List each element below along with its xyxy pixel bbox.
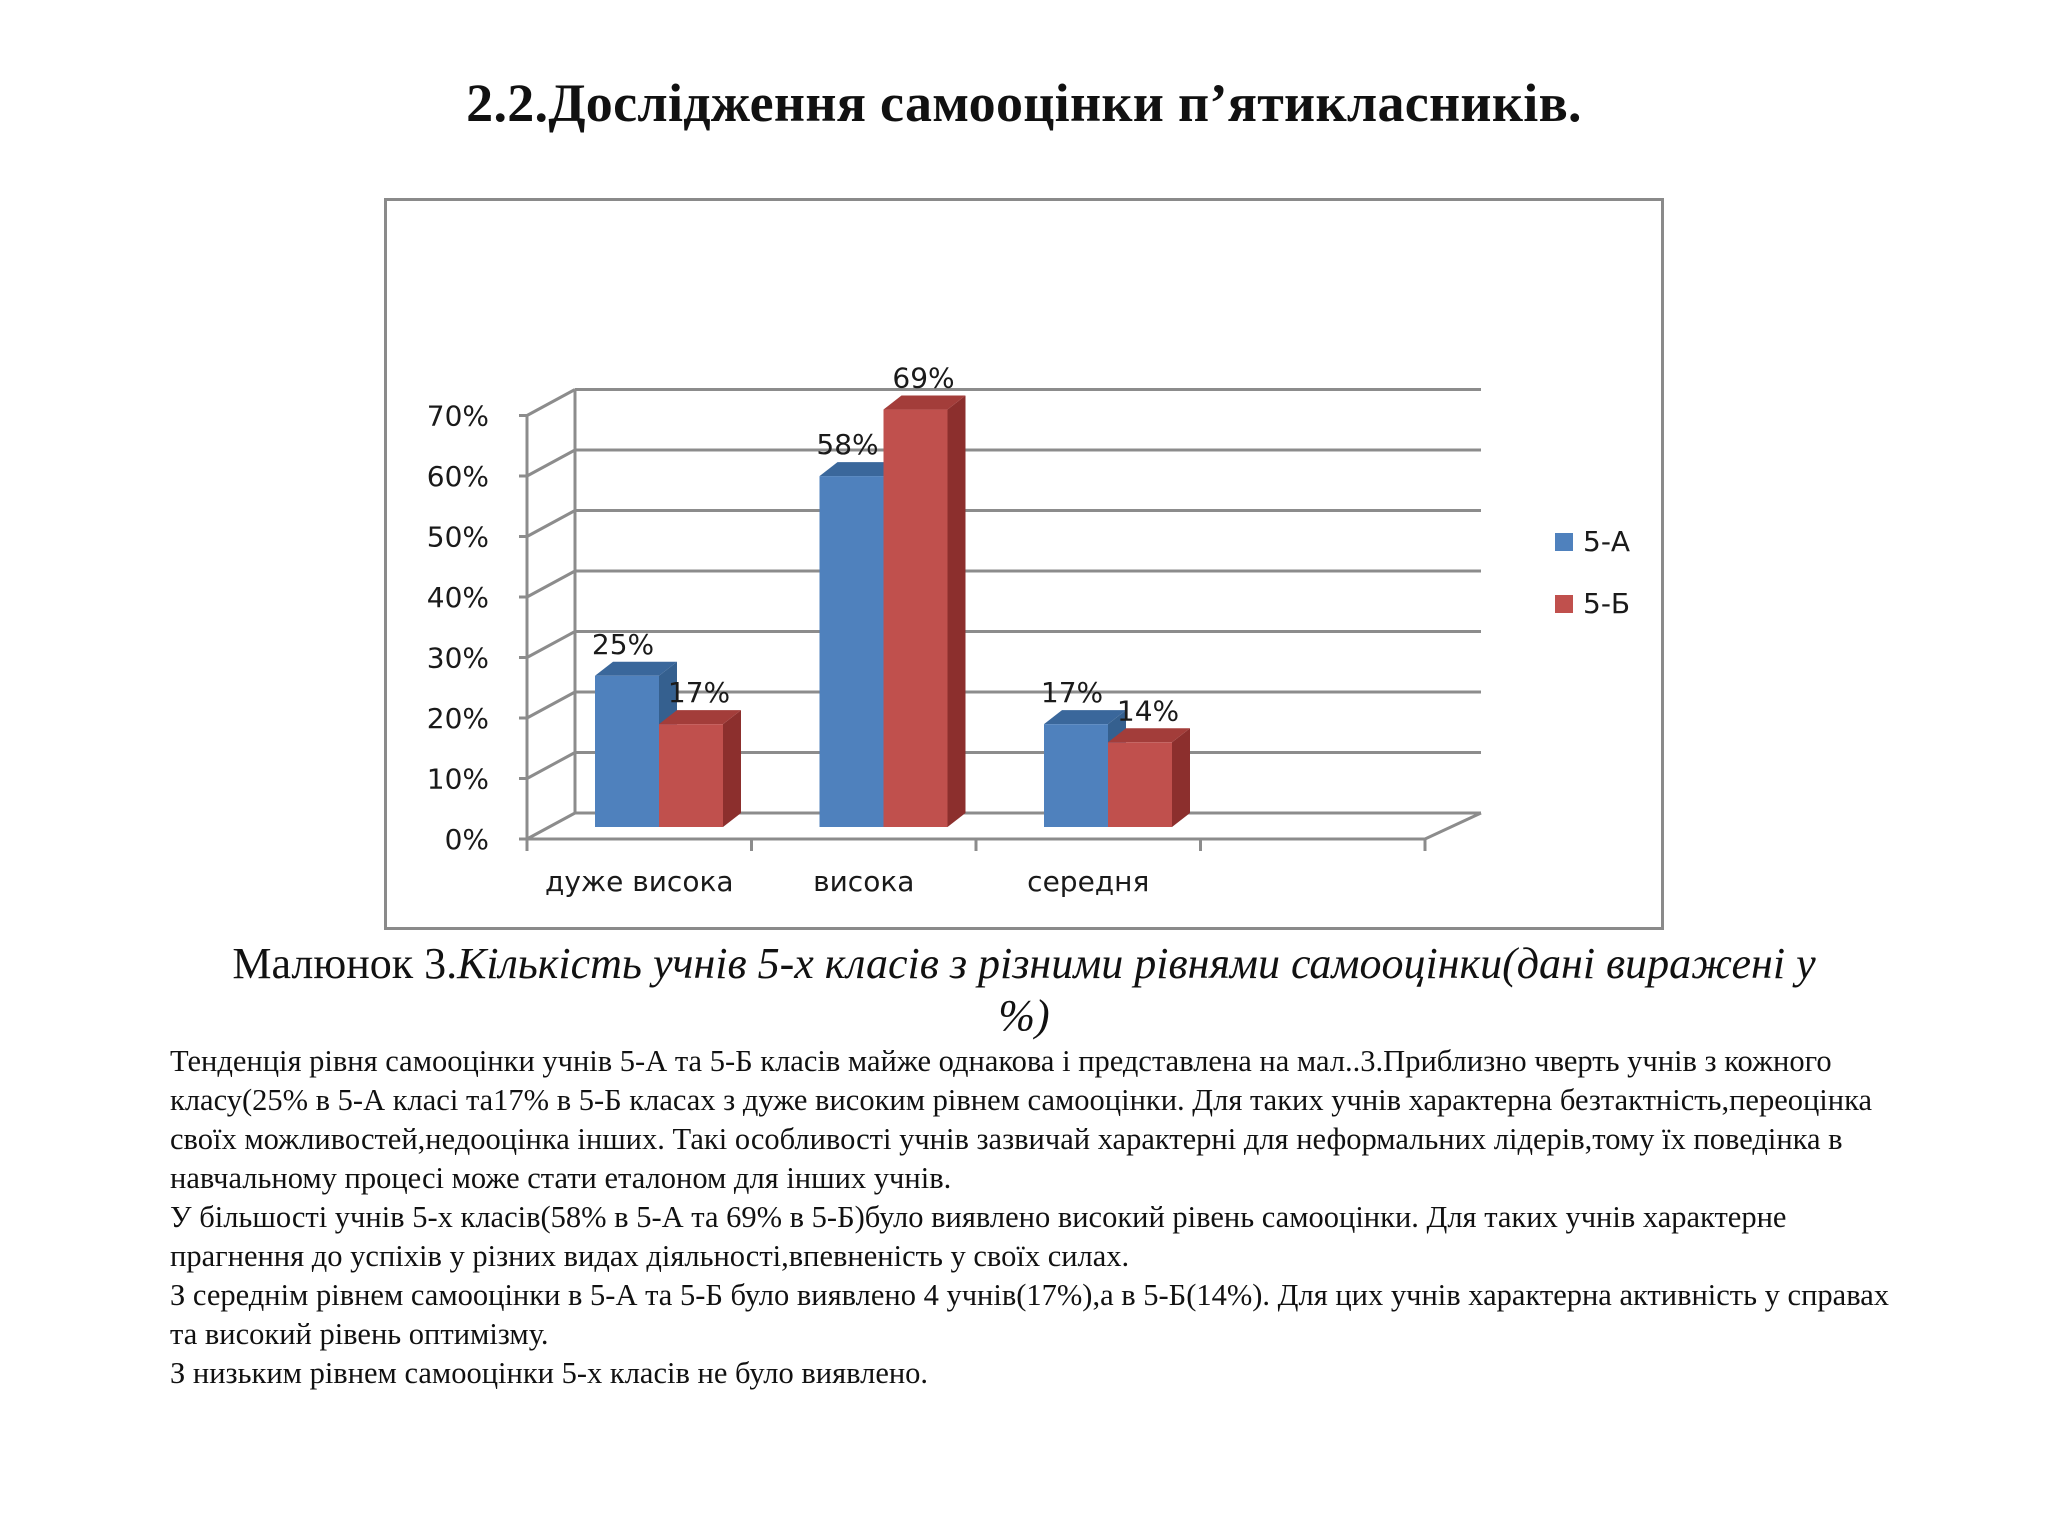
bars	[595, 396, 1190, 827]
bar	[659, 724, 723, 827]
y-tick-label: 60%	[426, 460, 489, 493]
gridline-diagonal	[527, 753, 575, 779]
bar	[1108, 742, 1172, 827]
gridline-diagonal	[527, 632, 575, 658]
y-tick-label: 70%	[426, 399, 489, 433]
bar-side	[723, 710, 741, 827]
figure-caption	[210, 938, 1838, 1042]
y-tick-label: 40%	[426, 581, 489, 614]
y-tick-label: 10%	[426, 762, 489, 796]
body-text	[170, 1042, 1910, 1393]
y-tick-label: 20%	[426, 702, 489, 735]
bar-5-Б-дуже висока	[659, 710, 741, 827]
category-label: середня	[1027, 865, 1150, 898]
gridline-diagonal	[527, 692, 575, 718]
bar	[595, 676, 659, 827]
caption-prefix: Малюнок 3.	[232, 939, 458, 988]
bar-side	[948, 396, 966, 827]
gridline-diagonal	[527, 511, 575, 537]
bar-5-Б-середня	[1108, 728, 1190, 827]
category-label: висока	[813, 865, 915, 898]
gridline-diagonal	[527, 450, 575, 476]
data-label: 58%	[816, 428, 879, 462]
category-label: дуже висока	[544, 865, 734, 898]
data-label: 17%	[667, 676, 731, 710]
legend-label: 5-Б	[1583, 587, 1631, 620]
paragraph-4: З низьким рівнем самооцінки 5-х класів не було виявлено.	[170, 1356, 929, 1390]
gridline-diagonal	[527, 390, 575, 416]
y-tick-label: 0%	[444, 823, 489, 856]
data-label: 14%	[1116, 694, 1180, 728]
bar-chart	[387, 201, 1661, 927]
gridline-diagonal	[527, 571, 575, 597]
bar	[1044, 724, 1108, 827]
caption-italic: Кількість учнів 5-х класів з різними рівнями самооцінки(дані виражені у %)	[457, 939, 1816, 1040]
chart-frame	[384, 198, 1664, 930]
category-labels	[527, 839, 1425, 898]
paragraph-3: З середнім рівнем самооцінки в 5-А та 5-Б було виявлено 4 учнів(17%),а в 5-Б(14%). Для цих учнів характерна активність у справах та високий рівень оптимізму.	[170, 1278, 1889, 1351]
data-label: 69%	[892, 361, 955, 395]
floor-right-edge	[1425, 813, 1481, 839]
legend-swatch	[1555, 533, 1573, 551]
data-label: 25%	[591, 627, 655, 661]
data-label: 17%	[1040, 676, 1104, 710]
legend	[1555, 525, 1630, 620]
bar	[820, 476, 884, 827]
bar-side	[1172, 728, 1190, 827]
y-tick-label: 50%	[426, 520, 489, 554]
y-tick-labels	[427, 400, 527, 857]
legend-label: 5-А	[1583, 525, 1631, 558]
gridline-diagonal	[527, 813, 575, 839]
legend-swatch	[1555, 595, 1573, 613]
page-title: 2.2.Дослідження самооцінки п’ятикласників.	[466, 73, 1582, 133]
bar-5-Б-висока	[884, 396, 966, 827]
bar	[884, 410, 948, 827]
paragraph-2: У більшості учнів 5-х класів(58% в 5-А та 69% в 5-Б)було виявлено високий рівень самооцінки. Для таких учнів характерне прагнення до успіхів у різних видах діяльності,впевненість у своїх силах.	[170, 1200, 1787, 1273]
paragraph-1: Тенденція рівня самооцінки учнів 5-А та 5-Б класів майже однакова і представлена на мал..3.Приблизно чверть учнів з кожного класу(25% в 5-А класі та17% в 5-Б класах з дуже високим рівнем самооцінки. Для таких учнів характерна безтактність,переоцінка своїх можливостей,недооцінка інших. Такі особливості учнів зазвичай характерні для неформальних лідерів,тому їх поведінка в навчальному процесі може стати еталоном для інших учнів.	[170, 1044, 1872, 1195]
y-tick-label: 30%	[426, 641, 489, 675]
